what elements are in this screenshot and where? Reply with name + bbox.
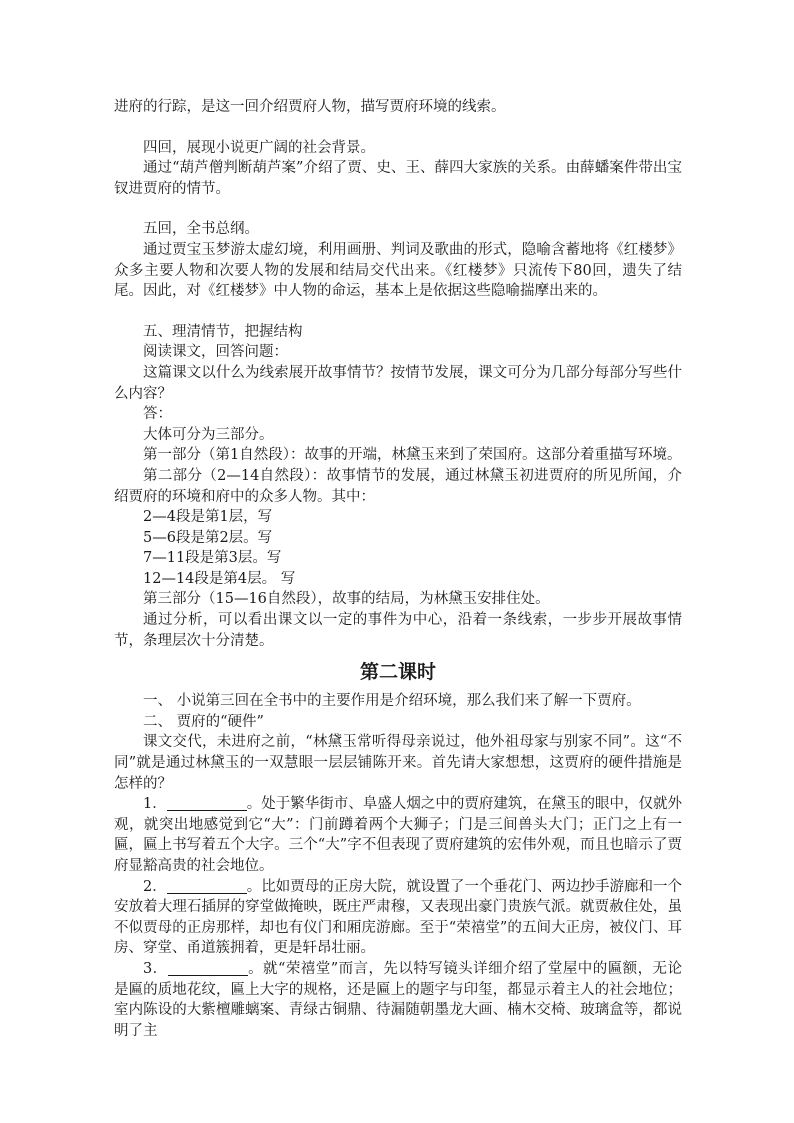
blank-line [168,961,248,976]
item-text: 。就“荣禧堂”而言，先以特写镜头详细介绍了堂屋中的匾额，无论是匾的质地花纹，匾上大字的规格，还是匾上的题字与印玺，都显示着主人的社会地位；室内陈设的大紫檀雕螭案、青绿古铜鼎、待漏随朝墨龙大画、楠木交椅、玻璃盒等，都说明了主 [114,960,682,1039]
fill-blank-item [114,877,682,959]
paragraph: 阅读课文，回答问题： [143,344,288,361]
paragraph: 一、 小说第三回在全书中的主要作用是介绍环境，那么我们来了解一下贾府。 [143,693,641,710]
section-title: 第二课时 [359,661,436,684]
fill-blank-item [114,959,682,1041]
blank-line [167,879,247,894]
paragraph: 四回，展现小说更广阔的社会背景。 [143,139,375,156]
paragraph: 这篇课文以什么为线索展开故事情节？按情节发展，课文可分为几部分每部分写些什么内容？ [114,364,682,402]
paragraph: 2—4段是第1层，写 [143,509,273,526]
paragraph: 大体可分为三部分。 [143,426,274,443]
paragraph: 五回，全书总纲。 [143,221,259,238]
paragraph: 答： [143,406,172,423]
paragraph: 通过贾宝玉梦游太虚幻境，利用画册、判词及歌曲的形式，隐喻含蓄地将《红楼梦》众多主要人物和次要人物的发展和结局交代出来。《红楼梦》只流传下80回，遗失了结尾。因此，对《红楼梦》中人物的命运，基本上是依据这些隐喻揣摩出来的。 [114,241,682,300]
paragraph: 5—6段是第2层。写 [143,529,273,546]
item-text: 。比如贾母的正房大院，就设置了一个垂花门、两边抄手游廊和一个安放着大理石插屏的穿堂做掩映，既庄严肃穆，又表现出豪门贵族气派。就贾赦住处，虽不似贾母的正房那样，却也有仪门和厢庑游廊。至于“荣禧堂”的五间大正房，被仪门、耳房、穿堂、甬道簇拥着，更是轩昂壮丽。 [114,878,682,957]
item-number: 3． [143,960,168,977]
item-number: 1． [143,796,167,813]
paragraph: 7—11段是第3层。写 [143,550,282,567]
paragraph: 课文交代，未进府之前，“林黛玉常听得母亲说过，他外祖母家与别家不同”。这“不同”就是通过林黛玉的一双慧眼一层层铺陈开来。首先请大家想想，这贾府的硬件措施是怎样的？ [114,734,682,792]
fill-blank-item [114,794,682,876]
document-body [114,97,682,1041]
paragraph: 第三部分（15—16自然段），故事的结局，为林黛玉安排住处。 [143,591,550,608]
paragraph: 进府的行踪，是这一回介绍贾府人物，描写贾府环境的线索。 [114,99,506,115]
item-number: 2． [143,878,167,895]
paragraph: 通过“葫芦僧判断葫芦案”介绍了贾、史、王、薛四大家族的关系。由薛蟠案件带出宝钗进贾府的情节。 [114,160,682,197]
paragraph: 第一部分（第1自然段）：故事的开端，林黛玉来到了荣国府。这部分着重描写环境。 [143,447,682,464]
paragraph: 第二部分（2—14自然段）：故事情节的发展，通过林黛玉初进贾府的所见所闻，介绍贾府的环境和府中的众多人物。其中： [114,467,682,505]
paragraph: 五、理清情节，把握结构 [143,323,303,340]
paragraph: 通过分析，可以看出课文以一定的事件为中心，沿着一条线索，一步步开展故事情节，条理层次十分清楚。 [114,612,682,649]
item-text: 。处于繁华街市、阜盛人烟之中的贾府建筑，在黛玉的眼中，仅就外观，就突出地感觉到它“大”：门前蹲着两个大狮子；门是三间兽头大门；正门之上有一匾，匾上书写着五个大字。三个“大”字不但表现了贾府建筑的宏伟外观，而且也暗示了贾府显豁高贵的社会地位。 [114,796,682,874]
paragraph: 二、 贾府的“硬件” [143,713,264,730]
blank-line [167,796,247,811]
paragraph: 12—14段是第4层。 写 [143,570,296,587]
